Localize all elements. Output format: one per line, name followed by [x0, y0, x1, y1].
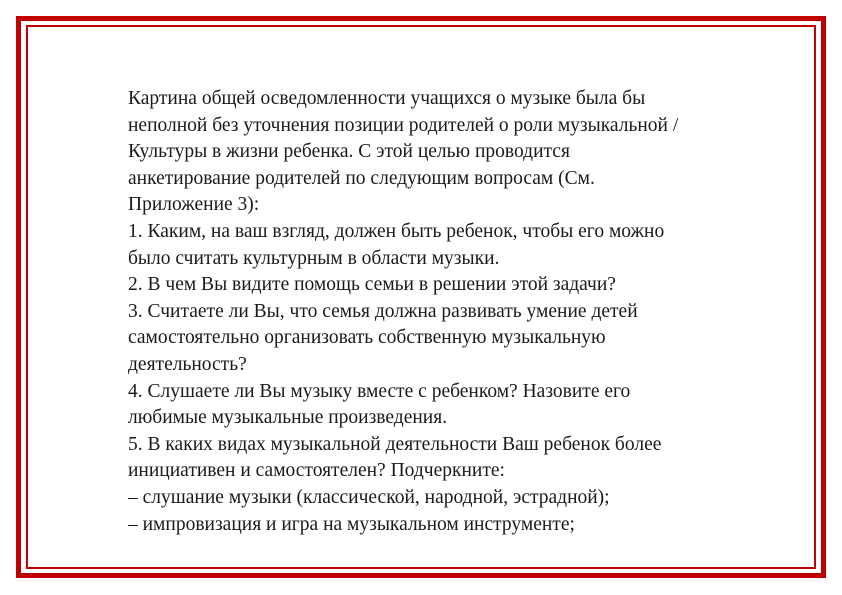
question-3-line: 3. Считаете ли Вы, что семья должна развивать умение детей [128, 300, 638, 322]
text-line: Приложение 3): [128, 194, 260, 216]
question-5-line: 5. В каких видах музыкальной деятельности Ваш ребенок более [128, 433, 662, 455]
text-line: Культуры в жизни ребенка. С этой целью проводится [128, 141, 570, 163]
question-4-line: 4. Слушаете ли Вы музыку вместе с ребенком? Назовите его [128, 380, 631, 402]
text-line: анкетирование родителей по следующим вопросам (См. [128, 167, 595, 189]
body-text [128, 86, 768, 538]
text-line: Картина общей осведомленности учащихся о музыке была бы [128, 88, 646, 109]
question-5-line: инициативен и самостоятелен? Подчеркните: [128, 460, 505, 482]
text-line: неполной без уточнения позиции родителей о роли музыкальной / [128, 114, 679, 136]
question-3-line: деятельность? [128, 353, 247, 375]
question-2-line: 2. В чем Вы видите помощь семьи в решении этой задачи? [128, 274, 616, 296]
option-line: – слушание музыки (классической, народной, эстрадной); [128, 486, 610, 508]
question-3-line: самостоятельно организовать собственную музыкальную [128, 327, 606, 349]
question-1-line: 1. Каким, на ваш взгляд, должен быть ребенок, чтобы его можно [128, 220, 665, 242]
option-line: – импровизация и игра на музыкальном инструменте; [128, 513, 575, 535]
question-4-line: любимые музыкальные произведения. [128, 407, 448, 429]
question-1-line: было считать культурным в области музыки. [128, 247, 500, 269]
